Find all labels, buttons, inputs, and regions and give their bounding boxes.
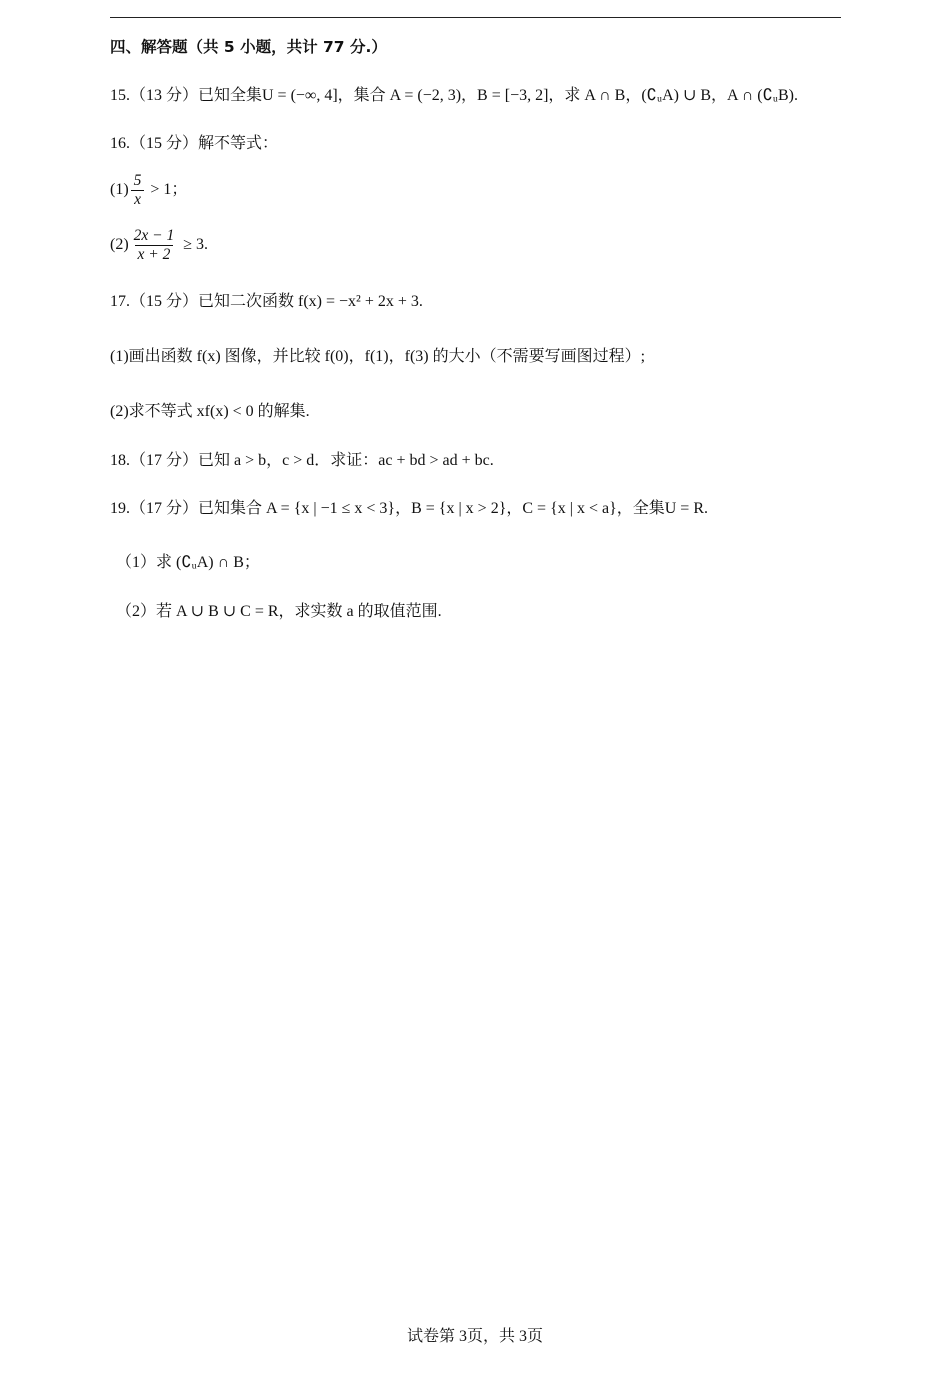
page-footer: 试卷第 3页，共 3页 <box>406 1328 543 1345</box>
fraction <box>131 172 145 209</box>
problem-19-part-2: （2）若 A ∪ B ∪ C = R，求实数 a 的取值范围. <box>116 603 442 620</box>
fraction-numerator: 5 <box>133 172 142 189</box>
problem-19: 19.（17 分）已知集合 A = {x | −1 ≤ x < 3}，B = {x | x > 2}，C = {x | x < a}，全集U = R. <box>110 500 709 517</box>
top-rule <box>110 17 841 18</box>
problem-18: 18.（17 分）已知 a > b，c > d．求证：ac + bd > ad + bc. <box>110 452 494 469</box>
inequality-tail: > 1； <box>146 181 188 199</box>
problem-16-part-1 <box>110 172 187 209</box>
problem-17-part-2: (2)求不等式 xf(x) < 0 的解集. <box>110 403 310 420</box>
inequality-tail: ≥ 3. <box>179 236 209 254</box>
problem-15: 15.（13 分）已知全集U = (−∞, 4]，集合 A = (−2, 3)，B = [−3, 2]，求 A ∩ B，(∁ᵤA) ∪ B，A ∩ (∁ᵤB). <box>110 87 799 104</box>
fraction <box>131 227 178 264</box>
problem-17-part-1: (1)画出函数 f(x) 图像，并比较 f(0)，f(1)，f(3) 的大小（不需要写画图过程）; <box>110 348 646 365</box>
section-title: 四、解答题（共 5 小题，共计 77 分.） <box>110 38 387 56</box>
fraction-denominator: x <box>131 190 144 209</box>
part-label: (2) <box>110 236 129 254</box>
part-label: (1) <box>110 181 129 199</box>
fraction-numerator: 2x − 1 <box>133 227 175 244</box>
problem-19-part-1: （1）求 (∁ᵤA) ∩ B； <box>116 554 260 571</box>
problem-16-part-2 <box>110 227 208 264</box>
fraction-denominator: x + 2 <box>135 245 174 264</box>
problem-17: 17.（15 分）已知二次函数 f(x) = −x² + 2x + 3. <box>110 293 423 310</box>
problem-16: 16.（15 分）解不等式： <box>110 135 279 152</box>
